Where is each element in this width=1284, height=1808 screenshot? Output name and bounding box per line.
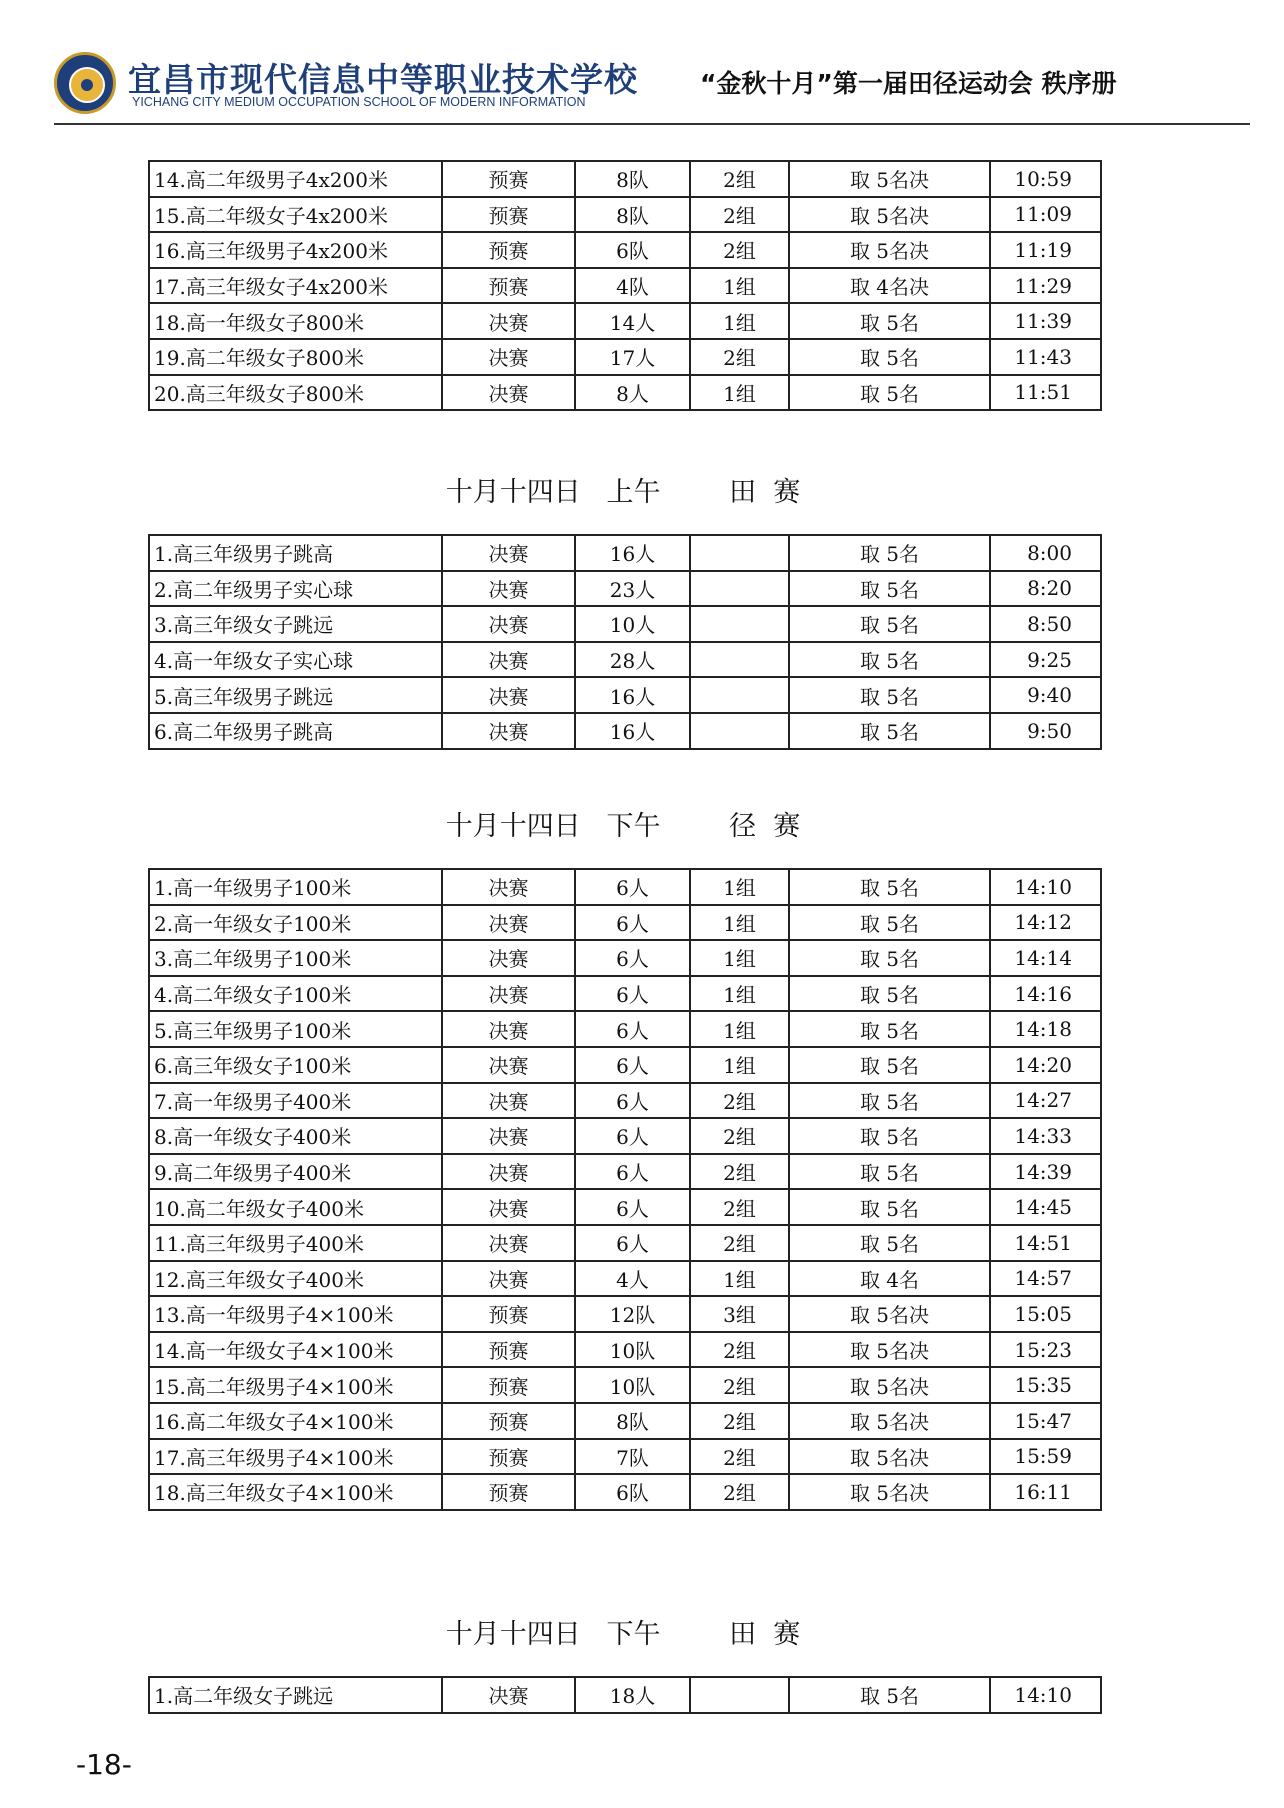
groups-cell: 1组 — [690, 303, 789, 339]
advance-cell: 取 5名 — [789, 1189, 990, 1225]
page-number: -18- — [76, 1748, 132, 1781]
groups-cell: 1组 — [690, 976, 789, 1012]
section-title-am-field: 十月十四日 上午 田 赛 — [445, 477, 801, 508]
table-row — [149, 642, 1101, 678]
advance-cell: 取 5名决 — [789, 1332, 990, 1368]
time-cell: 15:35 — [990, 1367, 1101, 1403]
count-cell: 6人 — [575, 869, 690, 905]
type-cell: 预赛 — [442, 1332, 575, 1368]
count-cell: 16人 — [575, 677, 690, 713]
schedule-table-pm-field — [148, 1676, 1102, 1714]
table-row — [149, 1083, 1101, 1119]
table-row — [149, 535, 1101, 571]
table-row — [149, 1403, 1101, 1439]
type-cell: 决赛 — [442, 1154, 575, 1190]
advance-cell: 取 5名 — [789, 677, 990, 713]
advance-cell: 取 5名 — [789, 535, 990, 571]
groups-cell: 1组 — [690, 905, 789, 941]
count-cell: 4队 — [575, 268, 690, 304]
groups-cell: 2组 — [690, 1439, 789, 1475]
type-cell: 决赛 — [442, 1677, 575, 1713]
advance-cell: 取 5名 — [789, 976, 990, 1012]
time-cell: 14:51 — [990, 1225, 1101, 1261]
type-cell: 决赛 — [442, 1083, 575, 1119]
event-cell: 6.高三年级女子100米 — [149, 1047, 442, 1083]
event-cell: 1.高三年级男子跳高 — [149, 535, 442, 571]
schedule-table-pm-track — [148, 868, 1102, 1511]
type-cell: 预赛 — [442, 1403, 575, 1439]
event-cell: 13.高一年级男子4×100米 — [149, 1296, 442, 1332]
table-row — [149, 1677, 1101, 1713]
table-row — [149, 976, 1101, 1012]
table-row — [149, 232, 1101, 268]
advance-cell: 取 5名决 — [789, 197, 990, 233]
count-cell: 6人 — [575, 1154, 690, 1190]
school-name-en: YICHANG CITY MEDIUM OCCUPATION SCHOOL OF MODERN INFORMATION — [132, 95, 586, 109]
groups-cell: 2组 — [690, 232, 789, 268]
event-cell: 15.高二年级女子4x200米 — [149, 197, 442, 233]
header-divider — [54, 123, 1250, 125]
event-cell: 6.高二年级男子跳高 — [149, 713, 442, 749]
groups-cell: 2组 — [690, 1189, 789, 1225]
page-header — [0, 0, 1284, 130]
event-cell: 3.高二年级男子100米 — [149, 940, 442, 976]
advance-cell: 取 5名 — [789, 869, 990, 905]
table-row — [149, 1011, 1101, 1047]
event-cell: 7.高一年级男子400米 — [149, 1083, 442, 1119]
groups-cell: 2组 — [690, 1403, 789, 1439]
time-cell: 14:16 — [990, 976, 1101, 1012]
count-cell: 6人 — [575, 1083, 690, 1119]
table-row — [149, 1367, 1101, 1403]
groups-cell: 2组 — [690, 1154, 789, 1190]
time-cell: 8:00 — [990, 535, 1101, 571]
event-cell: 17.高三年级女子4x200米 — [149, 268, 442, 304]
type-cell: 决赛 — [442, 976, 575, 1012]
time-cell: 15:05 — [990, 1296, 1101, 1332]
count-cell: 10队 — [575, 1367, 690, 1403]
event-cell: 8.高一年级女子400米 — [149, 1118, 442, 1154]
type-cell: 决赛 — [442, 642, 575, 678]
count-cell: 8队 — [575, 1403, 690, 1439]
event-cell: 5.高三年级男子跳远 — [149, 677, 442, 713]
time-cell: 14:57 — [990, 1261, 1101, 1297]
type-cell: 决赛 — [442, 1261, 575, 1297]
table-row — [149, 1474, 1101, 1510]
event-cell: 11.高三年级男子400米 — [149, 1225, 442, 1261]
type-cell: 决赛 — [442, 571, 575, 607]
time-cell: 14:33 — [990, 1118, 1101, 1154]
book-title: “金秋十月”第一届田径运动会 秩序册 — [700, 69, 1117, 98]
table-row — [149, 303, 1101, 339]
groups-cell: 1组 — [690, 1011, 789, 1047]
advance-cell: 取 5名 — [789, 940, 990, 976]
type-cell: 决赛 — [442, 905, 575, 941]
groups-cell: 1组 — [690, 268, 789, 304]
table-row — [149, 1439, 1101, 1475]
advance-cell: 取 5名 — [789, 1677, 990, 1713]
event-cell: 16.高二年级女子4×100米 — [149, 1403, 442, 1439]
time-cell: 11:51 — [990, 375, 1101, 411]
advance-cell: 取 5名 — [789, 1118, 990, 1154]
time-cell: 14:27 — [990, 1083, 1101, 1119]
time-cell: 11:09 — [990, 197, 1101, 233]
event-cell: 10.高二年级女子400米 — [149, 1189, 442, 1225]
advance-cell: 取 5名 — [789, 606, 990, 642]
groups-cell: 1组 — [690, 940, 789, 976]
schedule-table-am-field — [148, 534, 1102, 750]
table-row — [149, 606, 1101, 642]
time-cell: 14:10 — [990, 1677, 1101, 1713]
type-cell: 预赛 — [442, 1296, 575, 1332]
time-cell: 8:20 — [990, 571, 1101, 607]
count-cell: 16人 — [575, 713, 690, 749]
count-cell: 8人 — [575, 375, 690, 411]
time-cell: 15:47 — [990, 1403, 1101, 1439]
event-cell: 18.高一年级女子800米 — [149, 303, 442, 339]
count-cell: 6人 — [575, 940, 690, 976]
event-cell: 3.高三年级女子跳远 — [149, 606, 442, 642]
advance-cell: 取 5名决 — [789, 1474, 990, 1510]
event-cell: 1.高二年级女子跳远 — [149, 1677, 442, 1713]
time-cell: 11:19 — [990, 232, 1101, 268]
time-cell: 14:18 — [990, 1011, 1101, 1047]
time-cell: 14:39 — [990, 1154, 1101, 1190]
type-cell: 预赛 — [442, 161, 575, 197]
table-row — [149, 339, 1101, 375]
groups-cell — [690, 571, 789, 607]
advance-cell: 取 5名 — [789, 905, 990, 941]
advance-cell: 取 5名决 — [789, 1403, 990, 1439]
count-cell: 6队 — [575, 232, 690, 268]
type-cell: 决赛 — [442, 339, 575, 375]
event-cell: 9.高二年级男子400米 — [149, 1154, 442, 1190]
count-cell: 8队 — [575, 161, 690, 197]
advance-cell: 取 5名 — [789, 1154, 990, 1190]
count-cell: 10队 — [575, 1332, 690, 1368]
count-cell: 6人 — [575, 1011, 690, 1047]
advance-cell: 取 5名决 — [789, 161, 990, 197]
time-cell: 14:20 — [990, 1047, 1101, 1083]
event-cell: 4.高二年级女子100米 — [149, 976, 442, 1012]
type-cell: 决赛 — [442, 869, 575, 905]
event-cell: 17.高三年级男子4×100米 — [149, 1439, 442, 1475]
count-cell: 28人 — [575, 642, 690, 678]
type-cell: 决赛 — [442, 303, 575, 339]
time-cell: 15:23 — [990, 1332, 1101, 1368]
table-row — [149, 1332, 1101, 1368]
advance-cell: 取 5名 — [789, 375, 990, 411]
time-cell: 9:50 — [990, 713, 1101, 749]
groups-cell: 1组 — [690, 1261, 789, 1297]
count-cell: 4人 — [575, 1261, 690, 1297]
advance-cell: 取 5名决 — [789, 1296, 990, 1332]
count-cell: 7队 — [575, 1439, 690, 1475]
count-cell: 14人 — [575, 303, 690, 339]
count-cell: 17人 — [575, 339, 690, 375]
time-cell: 14:12 — [990, 905, 1101, 941]
advance-cell: 取 5名决 — [789, 1439, 990, 1475]
advance-cell: 取 5名 — [789, 713, 990, 749]
time-cell: 9:40 — [990, 677, 1101, 713]
event-cell: 5.高三年级男子100米 — [149, 1011, 442, 1047]
event-cell: 19.高二年级女子800米 — [149, 339, 442, 375]
groups-cell: 2组 — [690, 197, 789, 233]
event-cell: 14.高一年级女子4×100米 — [149, 1332, 442, 1368]
groups-cell — [690, 642, 789, 678]
event-cell: 1.高一年级男子100米 — [149, 869, 442, 905]
advance-cell: 取 5名 — [789, 571, 990, 607]
time-cell: 11:43 — [990, 339, 1101, 375]
school-name-cn: 宜昌市现代信息中等职业技术学校 — [128, 60, 638, 99]
advance-cell: 取 5名 — [789, 1011, 990, 1047]
count-cell: 6人 — [575, 1189, 690, 1225]
groups-cell: 2组 — [690, 1083, 789, 1119]
table-row — [149, 677, 1101, 713]
groups-cell: 2组 — [690, 1474, 789, 1510]
groups-cell: 2组 — [690, 1225, 789, 1261]
type-cell: 决赛 — [442, 1225, 575, 1261]
count-cell: 23人 — [575, 571, 690, 607]
section-title-pm-track: 十月十四日 下午 径 赛 — [445, 811, 801, 842]
table-row — [149, 940, 1101, 976]
advance-cell: 取 5名 — [789, 1047, 990, 1083]
groups-cell: 2组 — [690, 161, 789, 197]
school-logo-icon — [54, 52, 116, 114]
advance-cell: 取 5名 — [789, 1225, 990, 1261]
groups-cell — [690, 677, 789, 713]
event-cell: 14.高二年级男子4x200米 — [149, 161, 442, 197]
table-row — [149, 905, 1101, 941]
table-row — [149, 1154, 1101, 1190]
count-cell: 12队 — [575, 1296, 690, 1332]
type-cell: 决赛 — [442, 1011, 575, 1047]
groups-cell — [690, 713, 789, 749]
groups-cell: 1组 — [690, 1047, 789, 1083]
type-cell: 决赛 — [442, 677, 575, 713]
groups-cell: 2组 — [690, 339, 789, 375]
time-cell: 14:14 — [990, 940, 1101, 976]
event-cell: 4.高一年级女子实心球 — [149, 642, 442, 678]
type-cell: 决赛 — [442, 535, 575, 571]
time-cell: 10:59 — [990, 161, 1101, 197]
table-row — [149, 1225, 1101, 1261]
table-row — [149, 268, 1101, 304]
type-cell: 预赛 — [442, 232, 575, 268]
count-cell: 6人 — [575, 1047, 690, 1083]
count-cell: 8队 — [575, 197, 690, 233]
table-row — [149, 1118, 1101, 1154]
type-cell: 决赛 — [442, 1047, 575, 1083]
advance-cell: 取 5名决 — [789, 232, 990, 268]
type-cell: 预赛 — [442, 268, 575, 304]
count-cell: 6人 — [575, 1225, 690, 1261]
count-cell: 16人 — [575, 535, 690, 571]
count-cell: 6人 — [575, 976, 690, 1012]
advance-cell: 取 4名决 — [789, 268, 990, 304]
groups-cell: 3组 — [690, 1296, 789, 1332]
table-row — [149, 869, 1101, 905]
table-row — [149, 713, 1101, 749]
table-row — [149, 571, 1101, 607]
time-cell: 11:29 — [990, 268, 1101, 304]
event-cell: 18.高三年级女子4×100米 — [149, 1474, 442, 1510]
table-row — [149, 1261, 1101, 1297]
count-cell: 6队 — [575, 1474, 690, 1510]
advance-cell: 取 5名 — [789, 1083, 990, 1119]
type-cell: 预赛 — [442, 197, 575, 233]
table-row — [149, 197, 1101, 233]
type-cell: 决赛 — [442, 1118, 575, 1154]
time-cell: 11:39 — [990, 303, 1101, 339]
section-title-pm-field: 十月十四日 下午 田 赛 — [445, 1619, 801, 1650]
type-cell: 决赛 — [442, 940, 575, 976]
type-cell: 决赛 — [442, 713, 575, 749]
event-cell: 2.高二年级男子实心球 — [149, 571, 442, 607]
advance-cell: 取 5名 — [789, 303, 990, 339]
advance-cell: 取 5名决 — [789, 1367, 990, 1403]
groups-cell: 2组 — [690, 1118, 789, 1154]
time-cell: 15:59 — [990, 1439, 1101, 1475]
groups-cell — [690, 535, 789, 571]
event-cell: 16.高三年级男子4x200米 — [149, 232, 442, 268]
time-cell: 9:25 — [990, 642, 1101, 678]
event-cell: 2.高一年级女子100米 — [149, 905, 442, 941]
time-cell: 16:11 — [990, 1474, 1101, 1510]
type-cell: 预赛 — [442, 1474, 575, 1510]
count-cell: 18人 — [575, 1677, 690, 1713]
time-cell: 14:45 — [990, 1189, 1101, 1225]
type-cell: 决赛 — [442, 606, 575, 642]
count-cell: 6人 — [575, 905, 690, 941]
type-cell: 预赛 — [442, 1439, 575, 1475]
event-cell: 12.高三年级女子400米 — [149, 1261, 442, 1297]
type-cell: 决赛 — [442, 1189, 575, 1225]
count-cell: 6人 — [575, 1118, 690, 1154]
event-cell: 15.高二年级男子4×100米 — [149, 1367, 442, 1403]
type-cell: 预赛 — [442, 1367, 575, 1403]
groups-cell — [690, 606, 789, 642]
groups-cell — [690, 1677, 789, 1713]
type-cell: 决赛 — [442, 375, 575, 411]
advance-cell: 取 5名 — [789, 642, 990, 678]
event-cell: 20.高三年级女子800米 — [149, 375, 442, 411]
groups-cell: 2组 — [690, 1332, 789, 1368]
groups-cell: 2组 — [690, 1367, 789, 1403]
count-cell: 10人 — [575, 606, 690, 642]
advance-cell: 取 5名 — [789, 339, 990, 375]
advance-cell: 取 4名 — [789, 1261, 990, 1297]
groups-cell: 1组 — [690, 375, 789, 411]
table-row — [149, 161, 1101, 197]
table-row — [149, 1189, 1101, 1225]
time-cell: 14:10 — [990, 869, 1101, 905]
table-row — [149, 375, 1101, 411]
time-cell: 8:50 — [990, 606, 1101, 642]
schedule-table-1 — [148, 160, 1102, 411]
table-row — [149, 1296, 1101, 1332]
groups-cell: 1组 — [690, 869, 789, 905]
table-row — [149, 1047, 1101, 1083]
